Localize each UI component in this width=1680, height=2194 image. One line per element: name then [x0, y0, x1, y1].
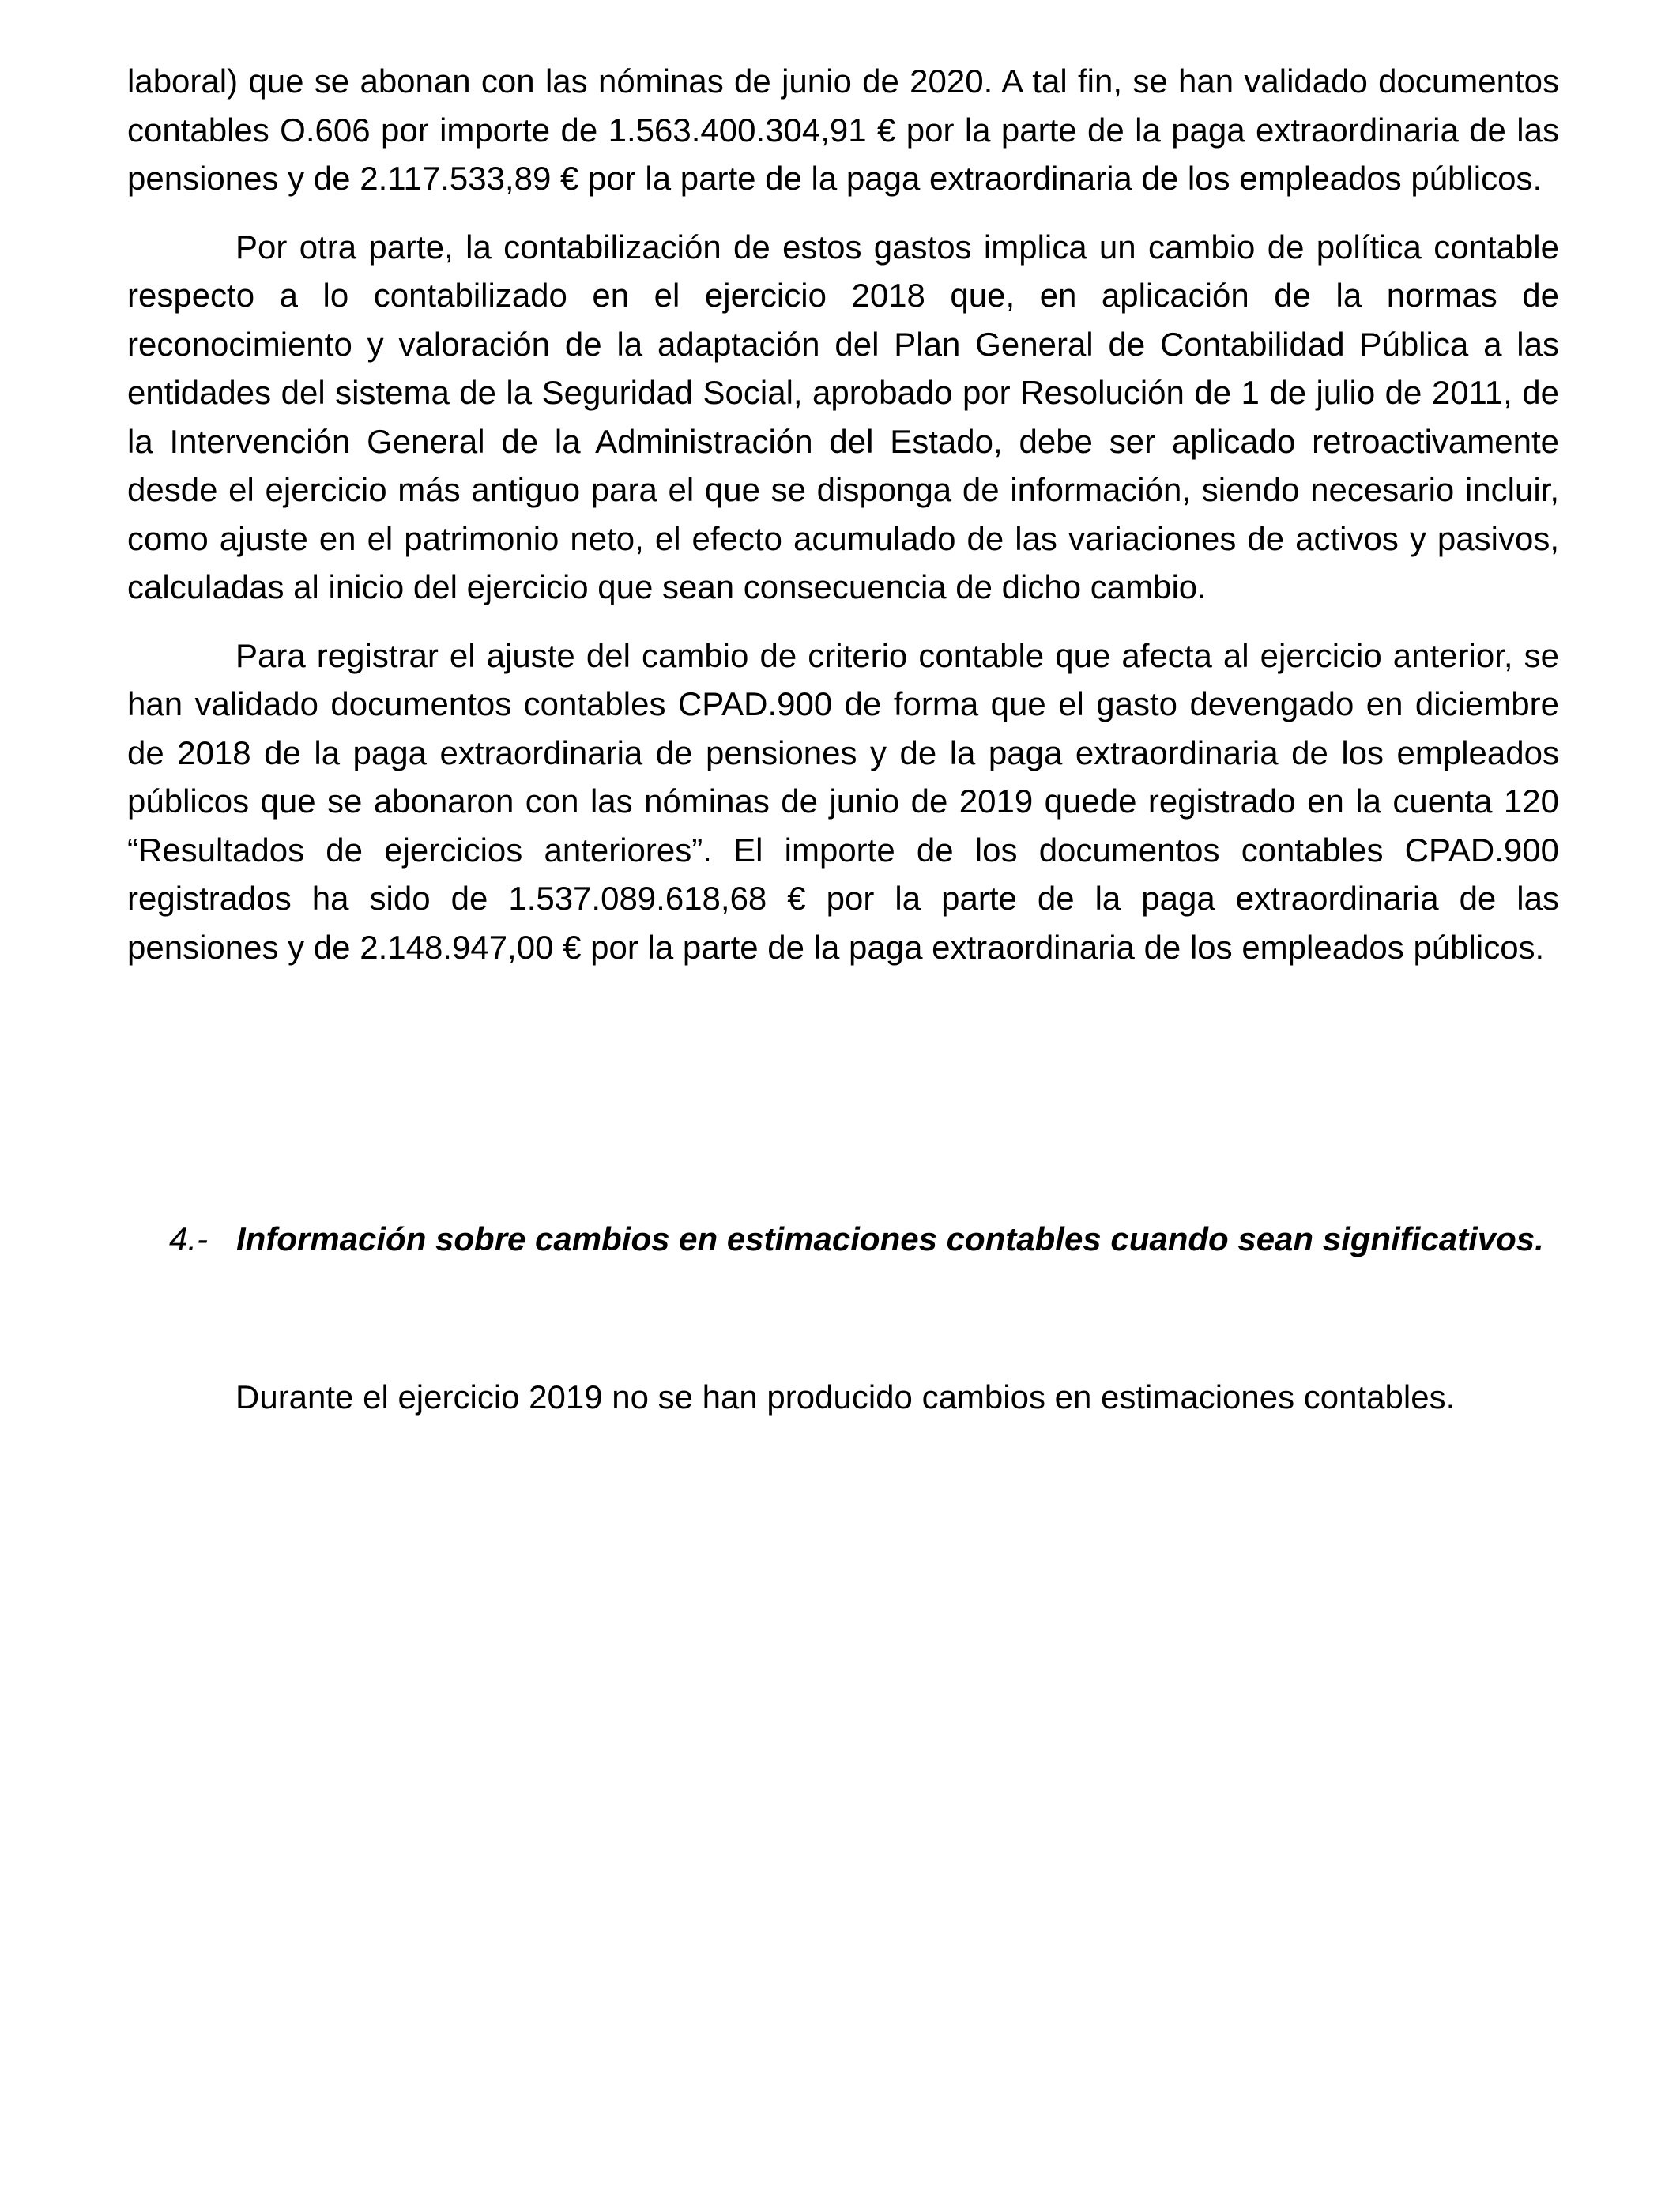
paragraph-continuation: laboral) que se abonan con las nóminas de junio de 2020. A tal fin, se han validado documentos contables O.606 por importe de 1.563.400.304,91 € por la parte de la paga extraordinaria de las pensiones y de 2.117.533,89 € por la parte de la paga extraordinaria de los empleados públicos.	[127, 62, 1559, 197]
paragraph-adjustment-record: Para registrar el ajuste del cambio de criterio contable que afecta al ejercicio anterior, se han validado documentos contables CPAD.900 de forma que el gasto devengado en diciembre de 2018 de la paga extraordinaria de pensiones y de la paga extraordinaria de los empleados públicos que se abonaron con las nóminas de junio de 2019 quede registrado en la cuenta 120 “Resultados de ejercicios anteriores”. El importe de los documentos contables CPAD.900 registrados ha sido de 1.537.089.618,68 € por la parte de la paga extraordinaria de las pensiones y de 2.148.947,00 € por la parte de la paga extraordinaria de los empleados públicos.	[127, 636, 1559, 966]
section-heading	[127, 1217, 1559, 1261]
paragraph-policy-change: Por otra parte, la contabilización de estos gastos implica un cambio de política contable respecto a lo contabilizado en el ejercicio 2018 que, en aplicación de la normas de reconocimiento y valoración de la adaptación del Plan General de Contabilidad Pública a las entidades del sistema de la Seguridad Social, aprobado por Resolución de 1 de julio de 2011, de la Intervención General de la Administración del Estado, debe ser aplicado retroactivamente desde el ejercicio más antiguo para el que se disponga de información, siendo necesario incluir, como ajuste en el patrimonio neto, el efecto acumulado de las variaciones de activos y pasivos, calculadas al inicio del ejercicio que sean consecuencia de dicho cambio.	[127, 228, 1559, 605]
section-number: 4.-	[169, 1220, 209, 1257]
document-page	[127, 57, 1559, 1416]
section-title: Información sobre cambios en estimaciones contables cuando sean significativos.	[236, 1220, 1544, 1257]
section-body: Durante el ejercicio 2019 no se han producido cambios en estimaciones contables.	[235, 1378, 1456, 1416]
